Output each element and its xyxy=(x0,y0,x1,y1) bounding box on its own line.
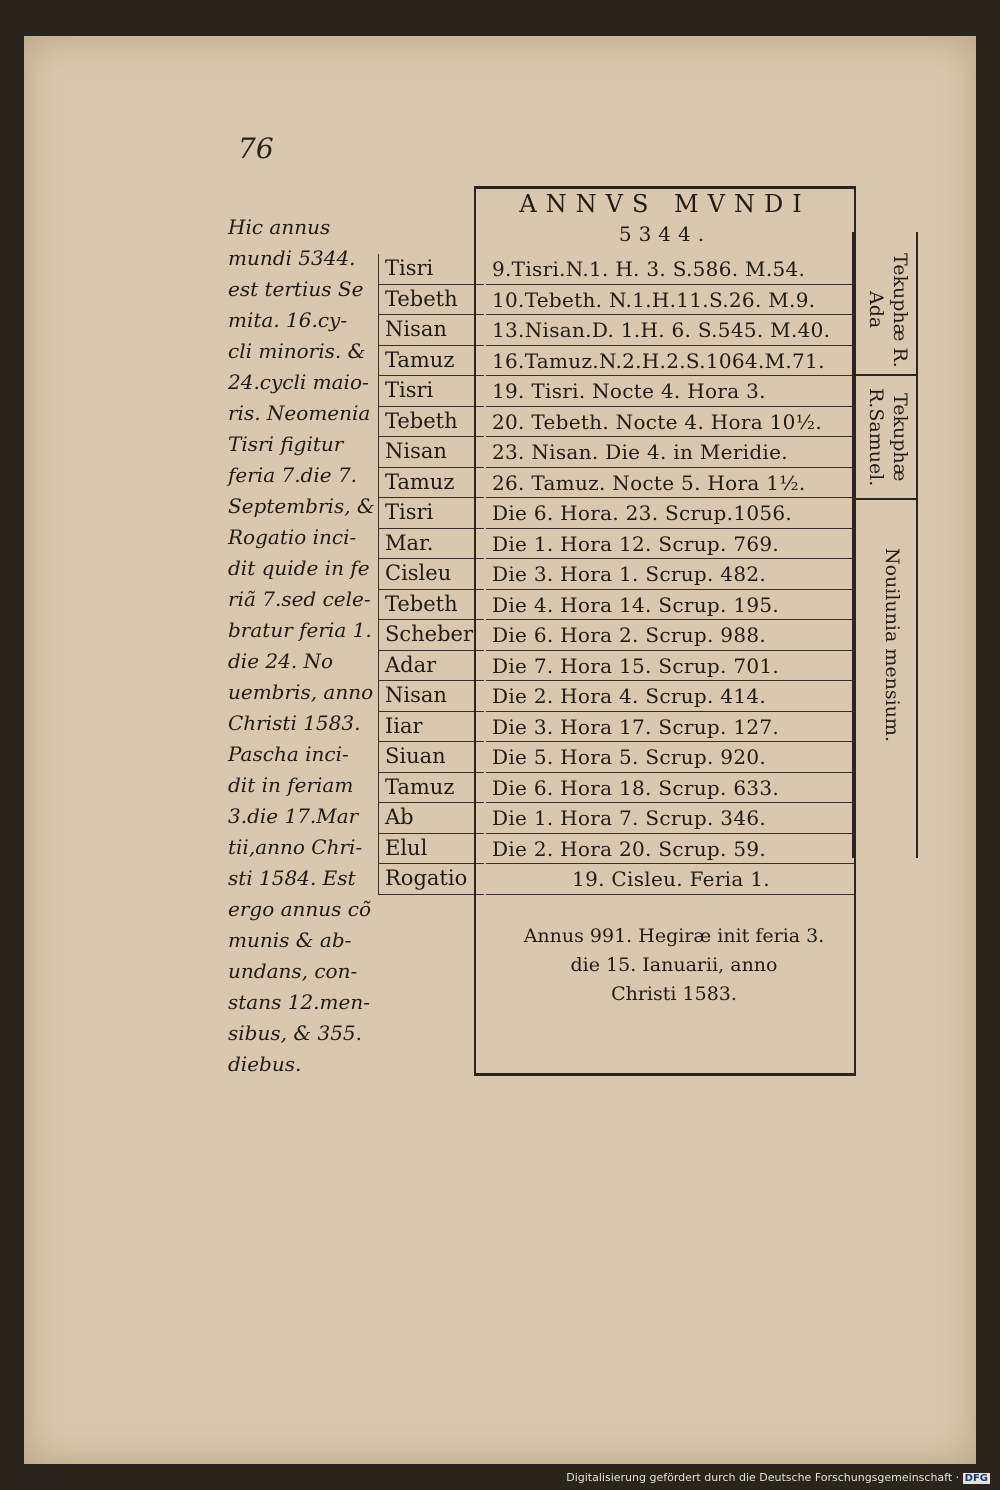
tekuphae-ada-label: Tekuphæ R. Ada xyxy=(865,252,911,368)
table-row: Die 7. Hora 15. Scrup. 701. xyxy=(486,651,856,682)
table-row: 20. Tebeth. Nocte 4. Hora 10½. xyxy=(486,407,856,438)
novilunia-label: Nouilunia mensium. xyxy=(881,548,903,742)
note-line: Annus 991. Hegiræ init feria 3. xyxy=(523,925,825,947)
month-cell: Nisan xyxy=(378,437,484,468)
dfg-logo: DFG xyxy=(964,1473,988,1484)
table-rows xyxy=(486,254,856,895)
side-text-line: munis & ab- xyxy=(228,928,352,952)
table-row: Die 1. Hora 12. Scrup. 769. xyxy=(486,529,856,560)
side-text-line: dit in feriam xyxy=(228,773,354,797)
table-row: 19. Tisri. Nocte 4. Hora 3. xyxy=(486,376,856,407)
separator xyxy=(852,374,916,376)
side-text-line: diebus. xyxy=(228,1052,302,1076)
side-text-line: uembris, anno xyxy=(228,680,374,704)
month-cell: Nisan xyxy=(378,681,484,712)
footer-text: Digitalisierung gefördert durch die Deutsche Forschungsgemeinschaft · xyxy=(566,1471,960,1484)
month-cell: Tebeth xyxy=(378,590,484,621)
table-row: Die 3. Hora 17. Scrup. 127. xyxy=(486,712,856,743)
footer-credit xyxy=(566,1471,990,1484)
side-text xyxy=(228,212,388,1080)
month-cell: Tisri xyxy=(378,498,484,529)
side-text-line: bratur feria 1. xyxy=(228,618,372,642)
table-row: 16.Tamuz.N.2.H.2.S.1064.M.71. xyxy=(486,346,856,377)
month-cell: Adar xyxy=(378,651,484,682)
side-text-line: undans, con- xyxy=(228,959,358,983)
tekuphae-samuel-label: Tekuphæ R.Samuel. xyxy=(865,387,911,487)
month-cell: Tebeth xyxy=(378,407,484,438)
month-cell: Tamuz xyxy=(378,346,484,377)
hegira-note xyxy=(496,922,852,1009)
side-text-line: 24.cycli maio- xyxy=(228,370,369,394)
side-text-line: sibus, & 355. xyxy=(228,1021,363,1045)
side-text-line: Tisri figitur xyxy=(228,432,344,456)
table-year: 5344. xyxy=(618,222,712,246)
side-text-line: mundi 5344. xyxy=(228,246,356,270)
side-text-line: Septembris, & xyxy=(228,494,375,518)
note-line: die 15. Ianuarii, anno xyxy=(570,954,778,976)
month-column xyxy=(378,254,484,895)
table-row: 10.Tebeth. N.1.H.11.S.26. M.9. xyxy=(486,285,856,316)
side-text-line: Pascha inci- xyxy=(228,742,349,766)
table-row: Die 6. Hora 18. Scrup. 633. xyxy=(486,773,856,804)
month-cell: Mar. xyxy=(378,529,484,560)
side-text-line: mita. 16.cy- xyxy=(228,308,348,332)
side-text-line: ris. Neomenia xyxy=(228,401,371,425)
side-text-line: Rogatio inci- xyxy=(228,525,357,549)
table-row: 23. Nisan. Die 4. in Meridie. xyxy=(486,437,856,468)
side-text-line: stans 12.men- xyxy=(228,990,370,1014)
month-cell: Scheber xyxy=(378,620,484,651)
month-cell: Elul xyxy=(378,834,484,865)
side-text-line: feria 7.die 7. xyxy=(228,463,358,487)
side-text-line: est tertius Se xyxy=(228,277,364,301)
table-row: Die 1. Hora 7. Scrup. 346. xyxy=(486,803,856,834)
month-cell: Ab xyxy=(378,803,484,834)
side-text-line: tii,anno Chri- xyxy=(228,835,363,859)
month-cell: Tamuz xyxy=(378,773,484,804)
separator xyxy=(852,498,916,500)
month-cell: Tisri xyxy=(378,376,484,407)
table-row: 9.Tisri.N.1. H. 3. S.586. M.54. xyxy=(486,254,856,285)
table-title: ANNVS MVNDI xyxy=(519,190,811,218)
month-cell: Iiar xyxy=(378,712,484,743)
month-cell: Tisri xyxy=(378,254,484,285)
table-row: Die 2. Hora 4. Scrup. 414. xyxy=(486,681,856,712)
table-row: 26. Tamuz. Nocte 5. Hora 1½. xyxy=(486,468,856,499)
month-cell: Cisleu xyxy=(378,559,484,590)
side-text-line: sti 1584. Est xyxy=(228,866,356,890)
table-row: Die 4. Hora 14. Scrup. 195. xyxy=(486,590,856,621)
table-row: Die 2. Hora 20. Scrup. 59. xyxy=(486,834,856,865)
table-row: 13.Nisan.D. 1.H. 6. S.545. M.40. xyxy=(486,315,856,346)
month-cell: Siuan xyxy=(378,742,484,773)
table-row: 19. Cisleu. Feria 1. xyxy=(486,864,856,895)
month-cell: Rogatio xyxy=(378,864,484,895)
table-row: Die 5. Hora 5. Scrup. 920. xyxy=(486,742,856,773)
side-text-line: ergo annus cõ xyxy=(228,897,372,921)
page-number: 76 xyxy=(238,132,274,165)
side-text-line: dit quide in fe xyxy=(228,556,370,580)
side-text-line: Christi 1583. xyxy=(228,711,361,735)
table-row: Die 6. Hora 2. Scrup. 988. xyxy=(486,620,856,651)
note-line: Christi 1583. xyxy=(611,983,737,1005)
table-row: Die 6. Hora. 23. Scrup.1056. xyxy=(486,498,856,529)
month-cell: Tebeth xyxy=(378,285,484,316)
side-text-line: Hic annus xyxy=(228,215,331,239)
side-text-line: die 24. No xyxy=(228,649,334,673)
table-row: Die 3. Hora 1. Scrup. 482. xyxy=(486,559,856,590)
month-cell: Nisan xyxy=(378,315,484,346)
side-text-line: 3.die 17.Mar xyxy=(228,804,359,828)
side-text-line: riã 7.sed cele- xyxy=(228,587,371,611)
month-cell: Tamuz xyxy=(378,468,484,499)
side-text-line: cli minoris. & xyxy=(228,339,366,363)
